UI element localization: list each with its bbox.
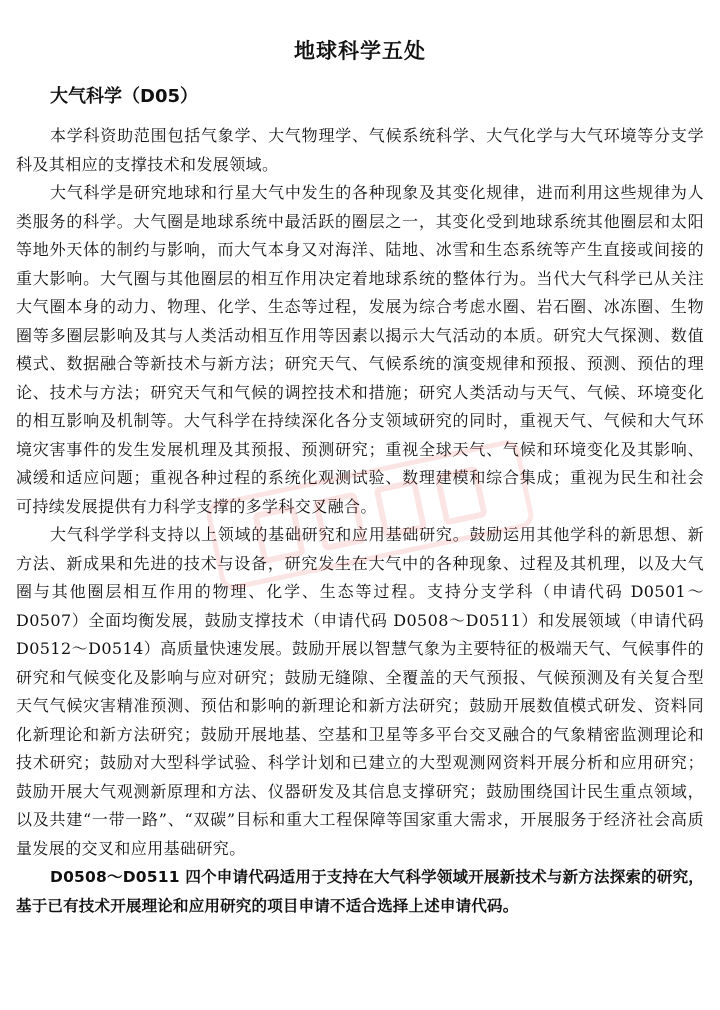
- section-heading: 大气科学（D05）: [50, 86, 198, 107]
- paragraph-definition: 大气科学是研究地球和行星大气中发生的各种现象及其变化规律，进而利用这些规律为人类服务的科学。大气圈是地球系统中最活跃的圈层之一，其变化受到地球系统其他圈层和太阳等地外天体的制约与影响，而大气本身又对海洋、陆地、冰雪和生态系统等产生直接或间接的重大影响。大气圈与其他圈层的相互作用决定着地球系统的整体行为。当代大气科学已从关注大气圈本身的动力、物理、化学、生态等过程，发展为综合考虑水圈、岩石圈、冰冻圈、生物圈等多圈层影响及其与人类活动相互作用等因素以揭示大气活动的本质。研究大气探测、数值模式、数据融合等新技术与新方法；研究天气、气候系统的演变规律和预报、预测、预估的理论、技术与方法；研究天气和气候的调控技术和措施；研究人类活动与天气、气候、环境变化的相互影响及机制等。大气科学在持续深化各分支领域研究的同时，重视天气、气候和大气环境灾害事件的发生发展机理及其预报、预测研究；重视全球天气、气候和环境变化及其影响、减缓和适应问题；重视各种过程的系统化观测试验、数理建模和综合集成；重视为民生和社会可持续发展提供有力科学支撑的多学科交叉融合。: [16, 183, 704, 516]
- page-title: 地球科学五处: [294, 39, 426, 63]
- paragraph-support: 大气科学学科支持以上领域的基础研究和应用基础研究。鼓励运用其他学科的新思想、新方法、新成果和先进的技术与设备，研究发生在大气中的各种现象、过程及其机理，以及大气圈与其他圈层相互作用的物理、化学、生态等过程。支持分支学科（申请代码 D0501～D0507）全面均衡发展，鼓励支撑技术（申请代码 D0508～D0511）和发展领域（申请代码 D0512～D0514）高质量快速发展。鼓励开展以智慧气象为主要特征的极端天气、气候事件的研究和气候变化及影响与应对研究；鼓励无缝隙、全覆盖的天气预报、气候预测及有关复合型天气气候灾害精准预测、预估和影响的新理论和新方法研究；鼓励开展数值模式研发、资料同化新理论和新方法研究；鼓励开展地基、空基和卫星等多平台交叉融合的气象精密监测理论和技术研究；鼓励对大型科学试验、科学计划和已建立的大型观测网资料开展分析和应用研究；鼓励开展大气观测新原理和方法、仪器研发及其信息支撑研究；鼓励围绕国计民生重点领域，以及共建“一带一路”、“双碳”目标和重大工程保障等国家重大需求，开展服务于经济社会高质量发展的交叉和应用基础研究。: [16, 525, 704, 858]
- paragraph-code-note: D0508～D0511 四个申请代码适用于支持在大气科学领域开展新技术与新方法探索的研究，基于已有技术开展理论和应用研究的项目申请不适合选择上述申请代码。: [16, 868, 704, 915]
- paragraph-scope: 本学科资助范围包括气象学、大气物理学、气候系统科学、大气化学与大气环境等分支学科及其相应的支撑技术和发展领域。: [16, 126, 704, 174]
